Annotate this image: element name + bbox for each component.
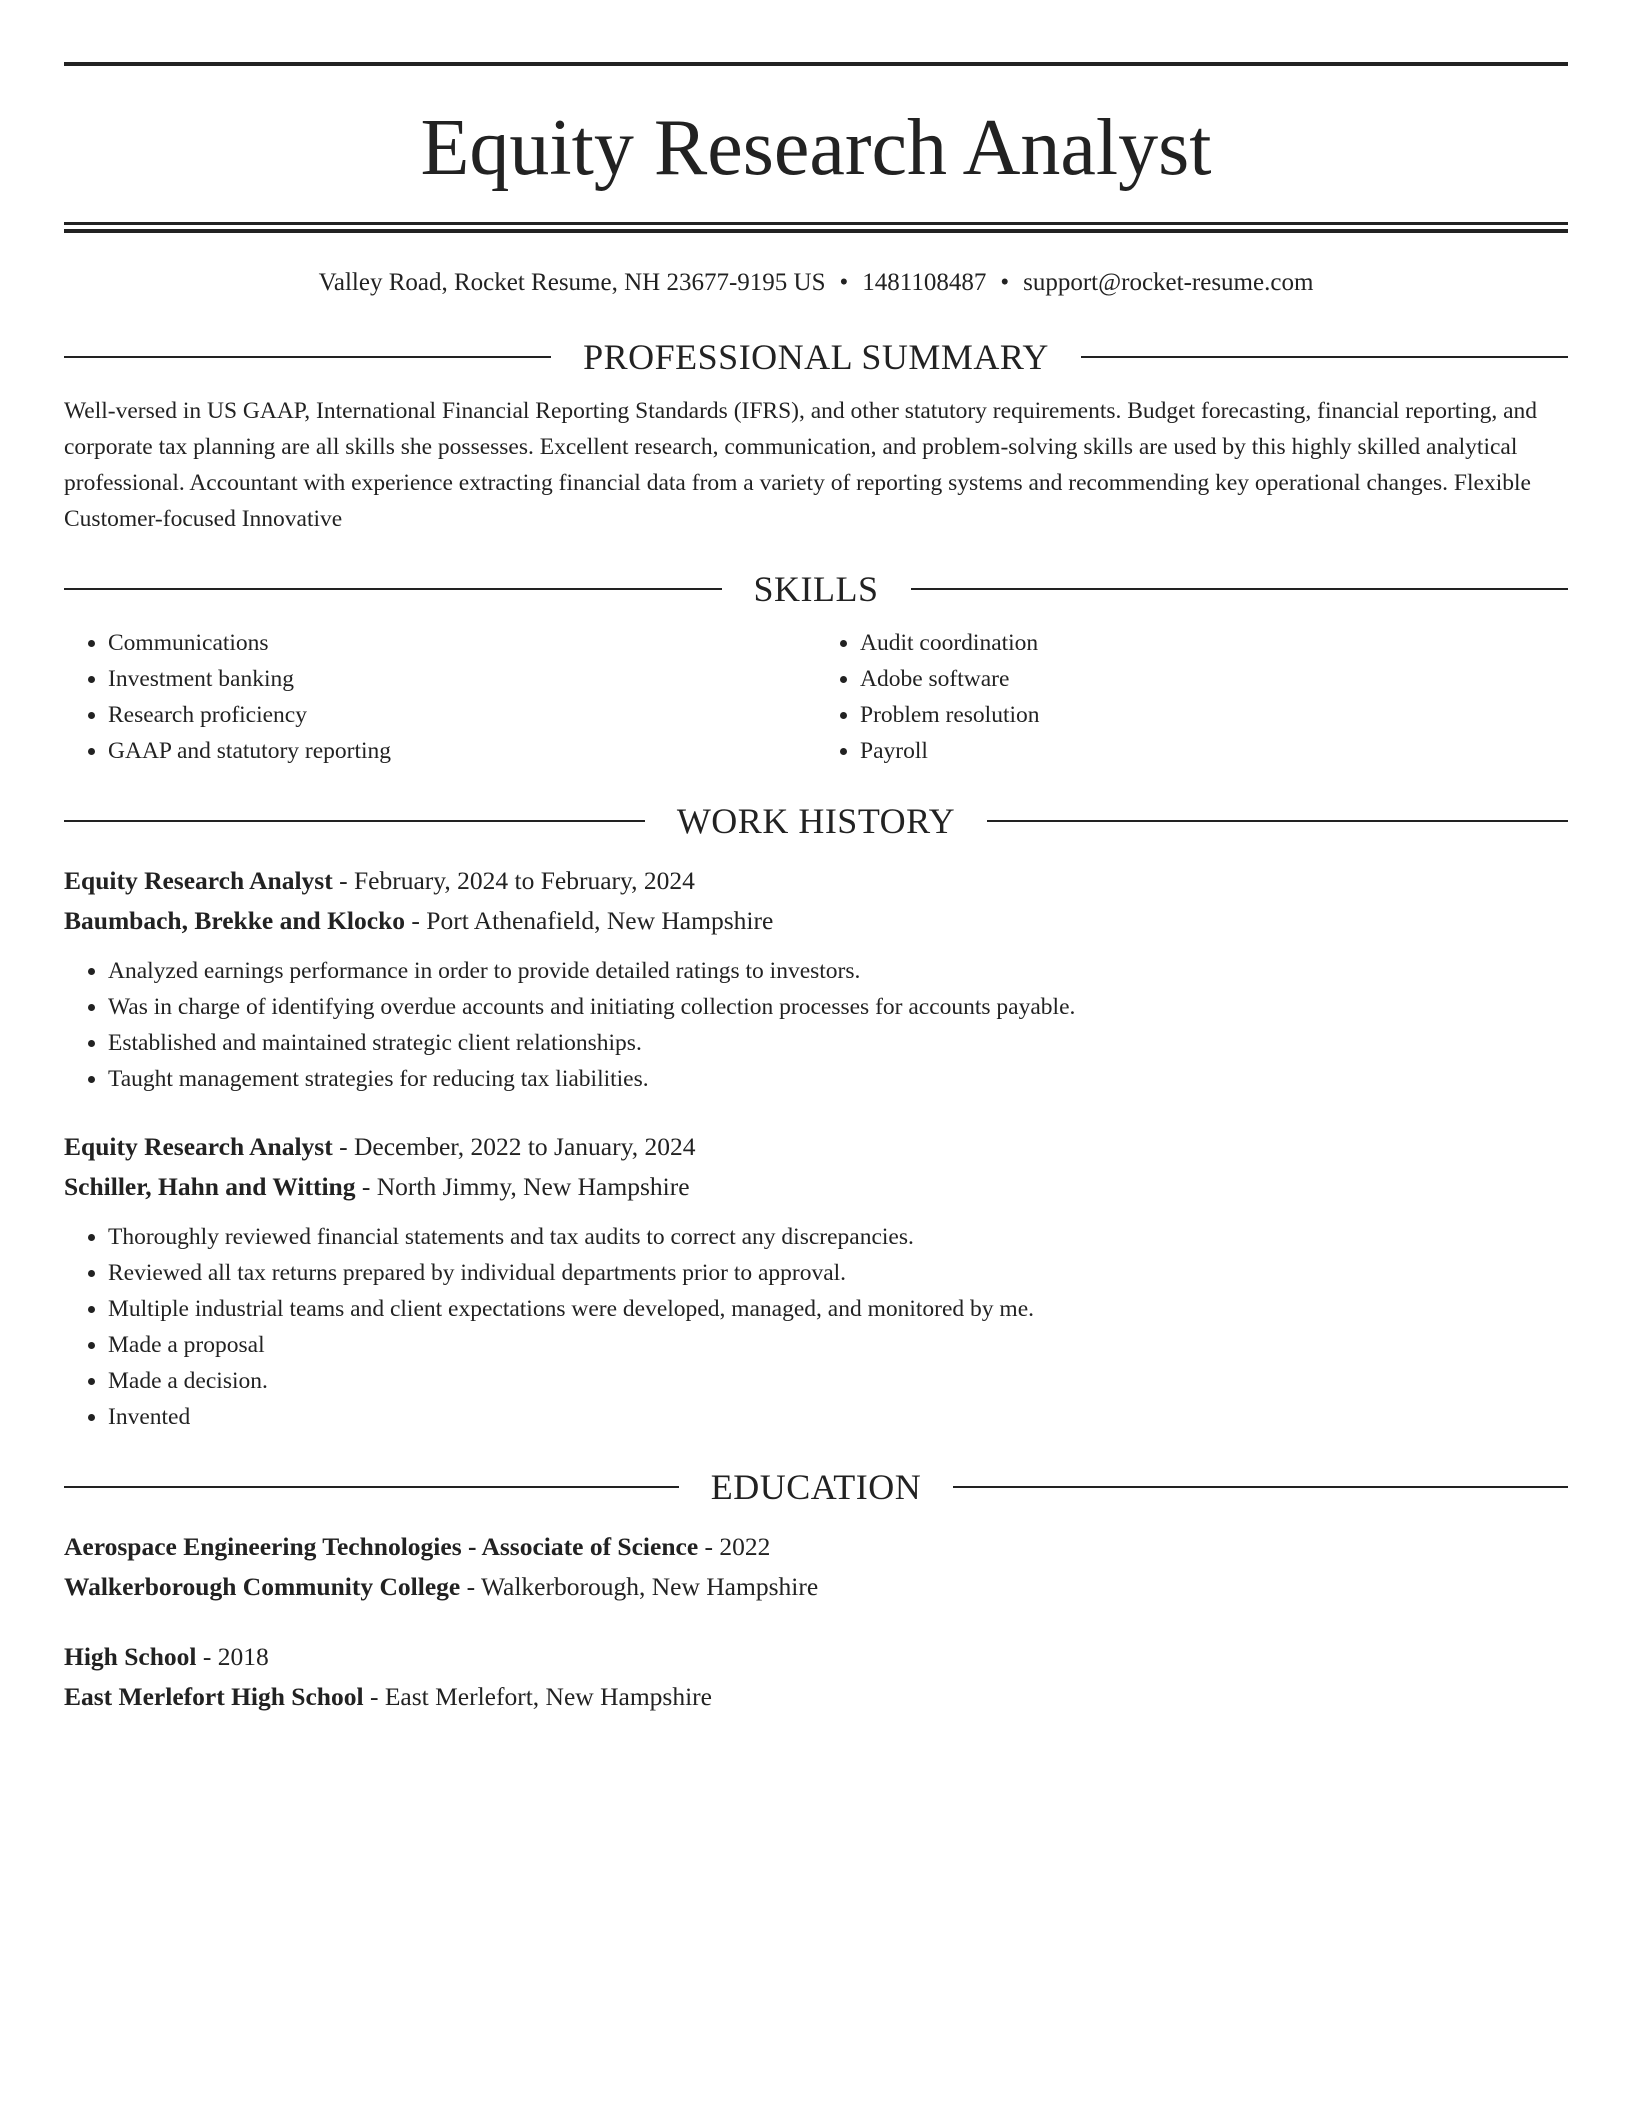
- job-location: North Jimmy, New Hampshire: [376, 1172, 690, 1201]
- skill-item: • Problem resolution: [860, 697, 1568, 733]
- heading-rule: [64, 1486, 679, 1488]
- candidate-name: Equity Research Analyst: [420, 104, 1212, 192]
- job-bullets: [64, 953, 1568, 1097]
- job-entry: [64, 1127, 1568, 1435]
- job-bullet: • Was in charge of identifying overdue accounts and initiating collection processes for accounts payable.: [108, 989, 1568, 1025]
- dash: -: [332, 866, 354, 895]
- skill-item: • Communications: [108, 625, 816, 661]
- education-year: 2018: [217, 1642, 269, 1671]
- education-degree: Aerospace Engineering Technologies - Associate of Science: [64, 1532, 699, 1561]
- top-rule: [64, 62, 1568, 66]
- job-entry: [64, 861, 1568, 1097]
- summary-heading: [64, 335, 1568, 379]
- skills-list: [64, 625, 1568, 769]
- dash: -: [405, 906, 427, 935]
- education-entry: [64, 1637, 1568, 1717]
- contact-line: [64, 267, 1568, 299]
- skill-item: • Investment banking: [108, 661, 816, 697]
- job-location: Port Athenafield, New Hampshire: [426, 906, 774, 935]
- heading-rule: [987, 820, 1568, 822]
- education-degree: High School: [64, 1642, 197, 1671]
- skills-column-right: [816, 625, 1568, 769]
- job-bullet: • Taught management strategies for reducing tax liabilities.: [108, 1061, 1568, 1097]
- skill-item: • Adobe software: [860, 661, 1568, 697]
- job-bullet: • Analyzed earnings performance in order to provide detailed ratings to investors.: [108, 953, 1568, 989]
- heading-rule: [64, 588, 722, 590]
- education-location: East Merlefort, New Hampshire: [384, 1682, 712, 1711]
- job-bullet: • Reviewed all tax returns prepared by individual departments prior to approval.: [108, 1255, 1568, 1291]
- skill-item: • GAAP and statutory reporting: [108, 733, 816, 769]
- job-company: Baumbach, Brekke and Klocko: [64, 906, 406, 935]
- job-bullet: • Established and maintained strategic client relationships.: [108, 1025, 1568, 1061]
- job-bullets: [64, 1219, 1568, 1435]
- dash: -: [355, 1172, 377, 1201]
- job-bullet: • Multiple industrial teams and client expectations were developed, managed, and monitored by me.: [108, 1291, 1568, 1327]
- contact-separator: •: [1000, 269, 1010, 296]
- address: Valley Road, Rocket Resume, NH 23677-9195 US: [318, 269, 826, 296]
- dash: -: [332, 1132, 354, 1161]
- summary-heading-title: PROFESSIONAL SUMMARY: [583, 337, 1049, 377]
- job-title: Equity Research Analyst: [64, 1132, 333, 1161]
- heading-rule: [64, 820, 645, 822]
- heading-rule: [64, 356, 551, 358]
- education-school-line: [64, 1677, 1568, 1717]
- job-company-line: [64, 1167, 1568, 1207]
- work-heading-title: WORK HISTORY: [676, 801, 956, 841]
- skills-heading-title: SKILLS: [753, 569, 879, 609]
- education-heading-title: EDUCATION: [710, 1467, 922, 1507]
- skill-item: • Payroll: [860, 733, 1568, 769]
- skills-heading: [64, 567, 1568, 611]
- phone: 1481108487: [862, 269, 987, 296]
- job-dates: February, 2024 to February, 2024: [353, 866, 695, 895]
- skills-column-left: [64, 625, 816, 769]
- education-location: Walkerborough, New Hampshire: [481, 1572, 819, 1601]
- job-bullet: • Made a decision.: [108, 1363, 1568, 1399]
- dash: -: [698, 1532, 720, 1561]
- dash: -: [460, 1572, 481, 1601]
- work-heading: [64, 799, 1568, 843]
- education-school-line: [64, 1567, 1568, 1607]
- dash: -: [363, 1682, 385, 1711]
- job-dates: December, 2022 to January, 2024: [353, 1132, 696, 1161]
- education-degree-line: [64, 1637, 1568, 1677]
- double-rule: [64, 222, 1568, 233]
- job-company-line: [64, 901, 1568, 941]
- skill-item: • Research proficiency: [108, 697, 816, 733]
- education-heading: [64, 1465, 1568, 1509]
- contact-separator: •: [839, 269, 849, 296]
- education-degree-line: [64, 1527, 1568, 1567]
- job-title-line: [64, 861, 1568, 901]
- email: support@rocket-resume.com: [1023, 269, 1314, 296]
- job-company: Schiller, Hahn and Witting: [64, 1172, 356, 1201]
- dash: -: [196, 1642, 218, 1671]
- skill-item: • Audit coordination: [860, 625, 1568, 661]
- job-bullet: • Invented: [108, 1399, 1568, 1435]
- heading-rule: [953, 1486, 1568, 1488]
- education-year: 2022: [719, 1532, 771, 1561]
- summary-text: Well-versed in US GAAP, International Financial Reporting Standards (IFRS), and other statutory requirements. Budget forecasting, financial reporting, and corporate tax planning are all skills she possesses. Excellent research, communication, and problem-solving skills are used by this highly skilled analytical professional. Accountant with experience extracting financial data from a variety of reporting systems and recommending key operational changes. Flexible Customer-focused Innovative: [64, 398, 1538, 532]
- job-title-line: [64, 1127, 1568, 1167]
- job-bullet: • Made a proposal: [108, 1327, 1568, 1363]
- job-title: Equity Research Analyst: [64, 866, 333, 895]
- education-entry: [64, 1527, 1568, 1607]
- heading-rule: [911, 588, 1569, 590]
- heading-rule: [1081, 356, 1568, 358]
- education-school: Walkerborough Community College: [64, 1572, 461, 1601]
- job-bullet: • Thoroughly reviewed financial statements and tax audits to correct any discrepancies.: [108, 1219, 1568, 1255]
- education-school: East Merlefort High School: [64, 1682, 364, 1711]
